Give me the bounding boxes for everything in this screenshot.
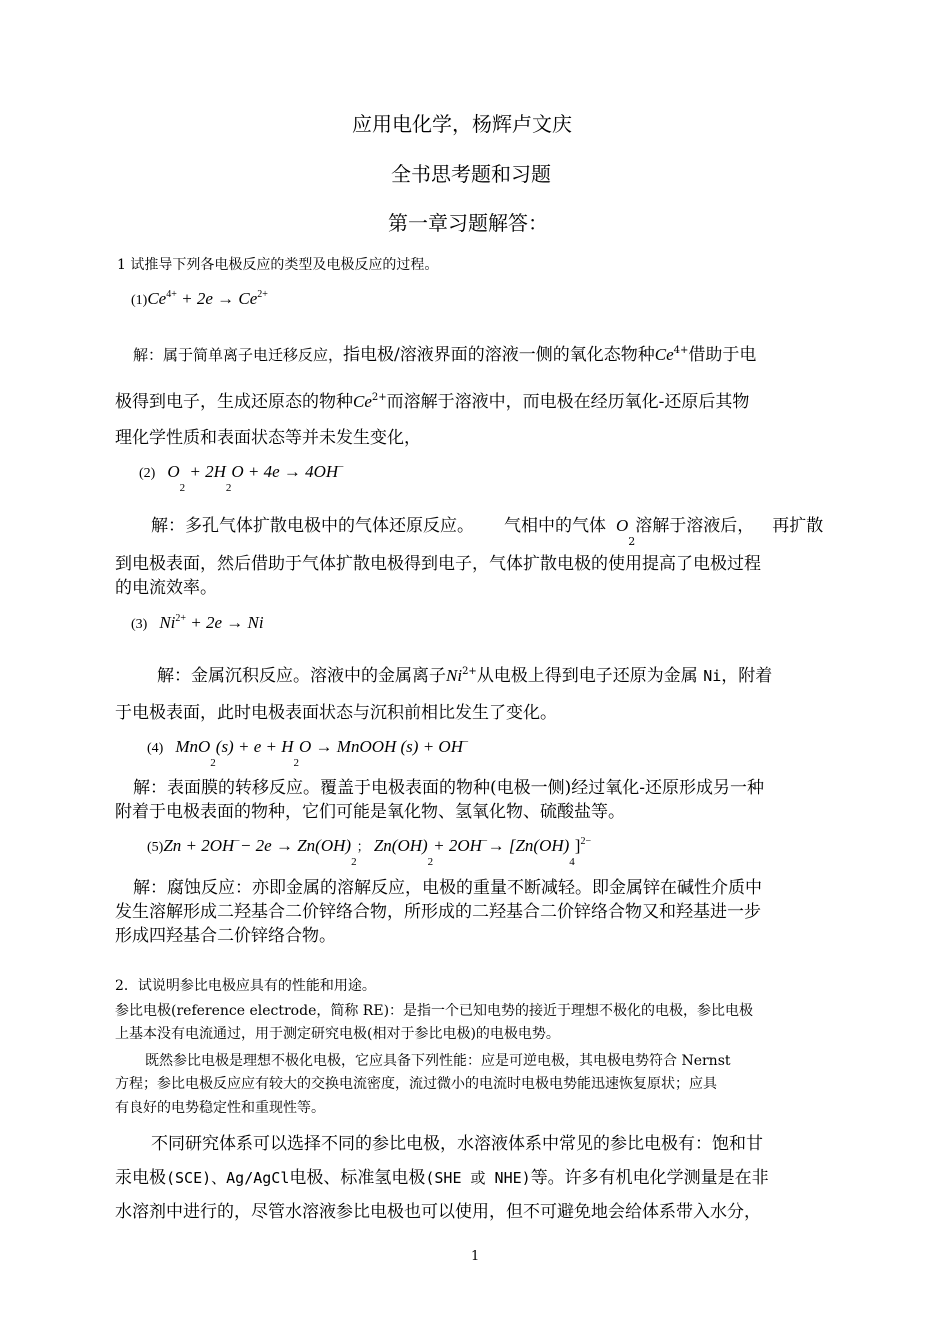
page-title: 应用电化学，杨辉卢文庆 bbox=[352, 112, 572, 136]
answer-4-line-2: 附着于电极表面的物种，它们可能是氧化物、氢氧化物、硫酸盐等。 bbox=[115, 802, 625, 822]
q2-paragraph-1-line-1: 参比电极(reference electrode，简称 RE)：是指一个已知电势的接近于理想不极化的电极，参比电极 bbox=[115, 1003, 754, 1019]
answer-5-line-3: 形成四羟基合二价锌络合物。 bbox=[115, 926, 336, 946]
page-subtitle: 全书思考题和习题 bbox=[391, 162, 551, 186]
equation-1: $(1)Ce^{4+} + 2e \to Ce^{2+}$ bbox=[131, 289, 268, 308]
answer-1-line-1: 解：属于简单离子电迁移反应，指电极/溶液界面的溶液一侧的氧化态物种$Ce^{4+}$借助于电 bbox=[133, 345, 757, 365]
q2-paragraph-3-line-3: 水溶剂中进行的，尽管水溶液参比电极也可以使用，但不可避免地会给体系带入水分， bbox=[115, 1202, 761, 1222]
answer-1-line-2: 极得到电子，生成还原态的物种$Ce^{2+}$而溶解于溶液中，而电极在经历氧化-还原后其物 bbox=[115, 392, 750, 412]
q2-paragraph-1-line-2: 上基本没有电流通过，用于测定研究电极(相对于参比电极)的电极电势。 bbox=[115, 1026, 560, 1042]
equation-3: (3) $Ni^{2+} + 2e \to Ni$ bbox=[131, 613, 264, 632]
answer-3-line-1: 解：金属沉积反应。溶液中的金属离子$Ni^{2+}$从电极上得到电子还原为金属 Ni，附着 bbox=[157, 666, 773, 686]
equation-4: (4) $MnO_2(s) + e + H_2O$ → MnOOH (s) + OH− bbox=[147, 737, 469, 769]
q2-paragraph-2-line-3: 有良好的电势稳定性和重现性等。 bbox=[115, 1100, 325, 1116]
q2-paragraph-2-line-2: 方程；参比电极反应应有较大的交换电流密度，流过微小的电流时电极电势能迅速恢复原状；应具 bbox=[115, 1076, 717, 1092]
answer-3-line-2: 于电极表面，此时电极表面状态与沉积前相比发生了变化。 bbox=[115, 703, 557, 723]
page-number: 1 bbox=[471, 1249, 480, 1264]
q2-paragraph-3-line-2: 汞电极(SCE)、Ag/AgCl电极、标准氢电极(SHE 或 NHE)等。许多有机电化学测量是在非 bbox=[115, 1168, 769, 1188]
answer-2-line-3: 的电流效率。 bbox=[115, 578, 217, 598]
answer-5-line-1: 解：腐蚀反应：亦即金属的溶解反应，电极的重量不断减轻。即金属锌在碱性介质中 bbox=[133, 878, 762, 898]
answer-2-line-2: 到电极表面，然后借助于气体扩散电极得到电子，气体扩散电极的使用提高了电极过程 bbox=[115, 554, 761, 574]
answer-1-line-3: 理化学性质和表面状态等并未发生变化， bbox=[115, 428, 421, 448]
equation-label: (1) bbox=[131, 293, 148, 308]
equation-5: $(5)Zn + 2OH^-- 2e \to Zn(OH)_2$； $Zn(OH)_2+ 2OH^-\to [Zn(OH)_4]^{2-}$ bbox=[147, 836, 592, 868]
answer-5-line-2: 发生溶解形成二羟基合二价锌络合物，所形成的二羟基合二价锌络合物又和羟基进一步 bbox=[115, 902, 761, 922]
question-2-prompt: 2．试说明参比电极应具有的性能和用途。 bbox=[115, 978, 376, 994]
question-1-prompt: 1 试推导下列各电极反应的类型及电极反应的过程。 bbox=[117, 257, 439, 273]
equation-2: (2) $O_2 + 2H_2O + 4e \to 4OH^-$ bbox=[139, 462, 344, 494]
answer-4-line-1: 解：表面膜的转移反应。覆盖于电极表面的物种(电极一侧)经过氧化-还原形成另一种 bbox=[133, 778, 765, 798]
chapter-heading: 第一章习题解答： bbox=[388, 211, 548, 235]
answer-2-line-1: 解：多孔气体扩散电极中的气体还原反应。 气相中的气体 $O_2$溶解于溶液后， 再扩散 bbox=[151, 516, 824, 548]
q2-paragraph-3-line-1: 不同研究体系可以选择不同的参比电极，水溶液体系中常见的参比电极有：饱和甘 bbox=[151, 1134, 763, 1154]
q2-paragraph-2-line-1: 既然参比电极是理想不极化电极，它应具备下列性能：应是可逆电极，其电极电势符合 Nernst bbox=[145, 1053, 731, 1069]
